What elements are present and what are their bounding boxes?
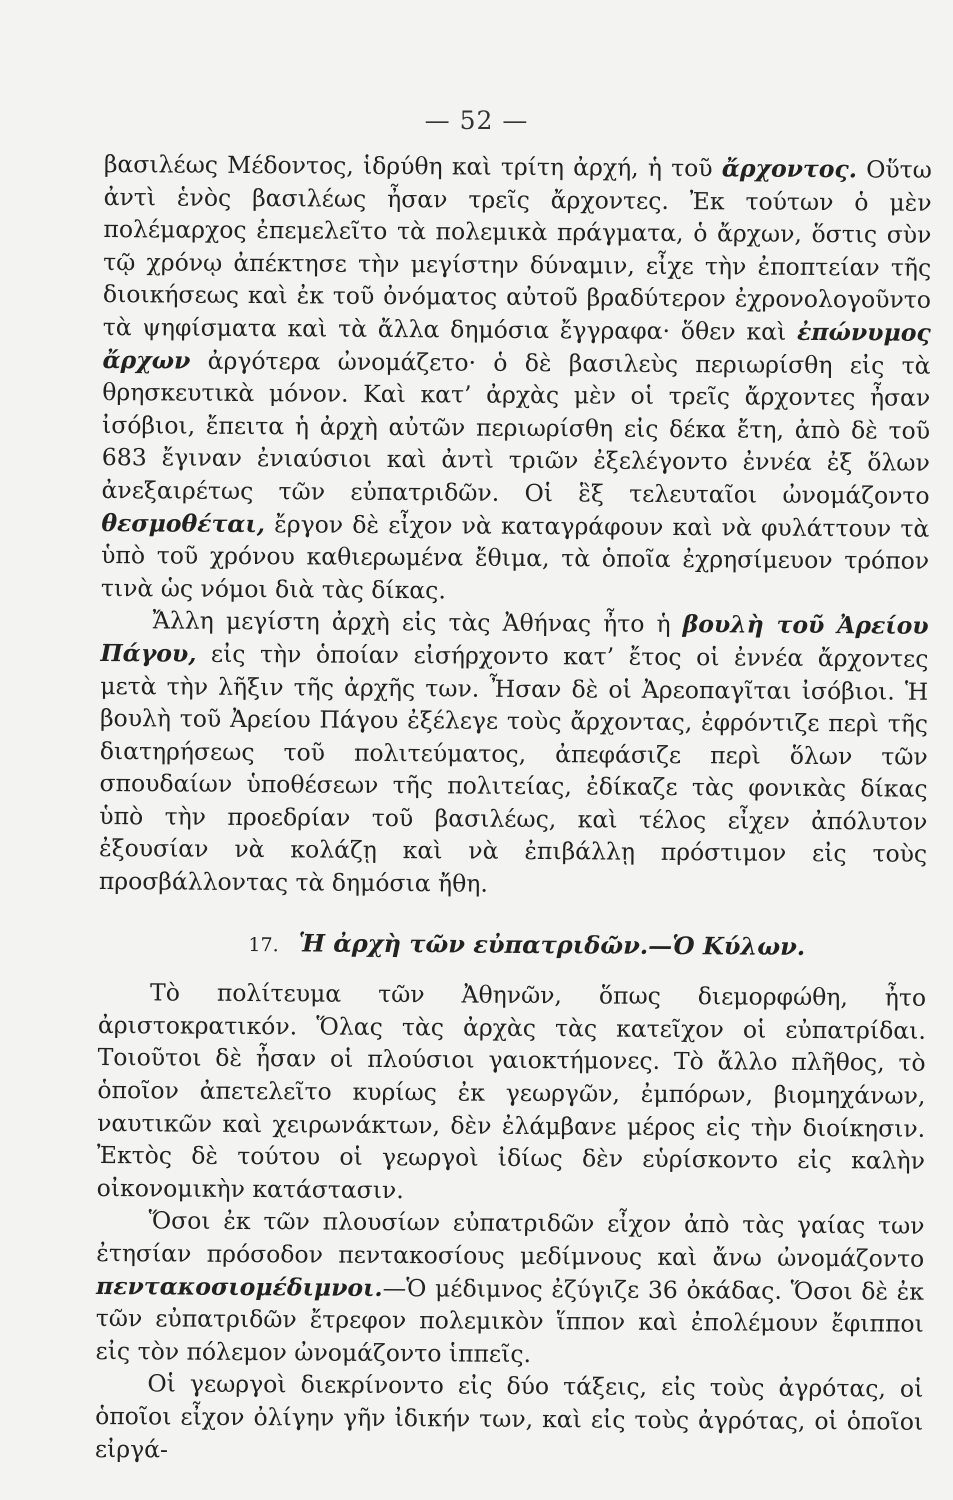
paragraph-2: Ἄλλη μεγίστη ἀρχὴ εἰς τὰς Ἀθήνας ἦτο ἡ βουλὴ τοῦ Ἀρείου Πάγου, εἰς τὴν ὁποίαν εἰσήρχοντο κατ’ ἔτος οἱ ἐννέα ἄρχοντες μετὰ τὴν λῆξιν τῆς ἀρχῆς των. Ἦσαν δὲ οἱ Ἀρεοπαγῖται ἰσόβιοι. Ἡ βουλὴ τοῦ Ἀρείου Πάγου ἐξέλεγε τοὺς ἄρχοντας, ἐφρόντιζε περὶ τῆς διατηρήσεως τοῦ πολιτεύματος, ἀπεφάσιζε περὶ ὅλων τῶν σπουδαίων ὑποθέσεων τῆς πολιτείας, ἐδίκαζε τὰς φονικὰς δίκας ὑπὸ τὴν προεδρίαν τοῦ βασιλέως, καὶ τέλος εἶχεν ἀπόλυτον ἐξουσίαν νὰ κολάζῃ καὶ νὰ ἐπιβάλλῃ πρόστιμον εἰς τοὺς προσβάλλοντας τὰ δημόσια ἤθη. — [98, 606, 929, 898]
page-body — [95, 148, 932, 1471]
term-pentakosiomedimnoi: πεντακοσιομέδιμνοι. — [95, 1271, 383, 1302]
section-title: Ἡ ἀρχὴ τῶν εὐπατριδῶν.—Ὁ Κύλων. — [298, 928, 806, 961]
term-areopagus: βουλὴ τοῦ Ἀρείου Πάγου, — [100, 610, 929, 668]
paragraph-3: Τὸ πολίτευμα τῶν Ἀθηνῶν, ὅπως διεμορφώθη, ἦτο ἀριστοκρατικόν. Ὅλας τὰς ἀρχὰς τὰς κατεῖχον οἱ εὐπατρίδαι. Τοιοῦτοι δὲ ἦσαν οἱ πλούσιοι γαιοκτήμονες. Τὸ ἄλλο πλῆθος, τὸ ὁποῖον ἀπετελεῖτο κυρίως ἐκ γεωργῶν, ἐμπόρων, βιομηχάνων, ναυτικῶν καὶ χειρωνάκτων, δὲν ἐλάμβανε μέρος εἰς τὴν διοίκησιν. Ἐκτὸς δὲ τούτου οἱ γεωργοὶ ἰδίως δὲν εὑρίσκοντο εἰς καλὴν οἰκονομικὴν κατάστασιν. — [96, 978, 927, 1204]
paragraph-4: Ὅσοι ἐκ τῶν πλουσίων εὐπατριδῶν εἶχον ἀπὸ τὰς γαίας των ἐτησίαν πρόσοδον πεντακοσίους μεδίμνους καὶ ἄνω ὠνομάζοντο πεντακοσιομέδιμνοι.—Ὁ μέδιμνος ἐζύγιζε 36 ὀκάδας. Ὅσοι δὲ ἐκ τῶν εὐπατριδῶν ἔτρεφον πολεμικὸν ἵππον καὶ ἐπολέμουν ἔφιπποι εἰς τὸν πόλεμον ὠνομάζοντο ἱππεῖς. — [95, 1206, 925, 1368]
section-number: 17. — [248, 933, 279, 956]
page-number: — 52 — — [424, 106, 529, 135]
term-eponymous-archon: ἐπώνυμος ἄρχων — [102, 317, 931, 375]
section-heading — [248, 927, 926, 966]
paragraph-1: βασιλέως Μέδοντος, ἱδρύθη καὶ τρίτη ἀρχή, ἡ τοῦ ἄρχοντος. Οὕτω ἀντὶ ἑνὸς βασιλέως ἦσαν τρεῖς ἄρχοντες. Ἐκ τούτων ὁ μὲν πολέμαρχος ἐπεμελεῖτο τὰ πολεμικὰ πράγματα, ὁ ἄρχων, ὅστις σὺν τῷ χρόνῳ ἀπέκτησε τὴν μεγίστην δύναμιν, εἶχε τὴν ἐποπτείαν τῆς διοικήσεως καὶ ἐκ τοῦ ὀνόματος αὐτοῦ βραδύτερον ἐχρονολογοῦντο τὰ ψηφίσματα καὶ τὰ ἄλλα δημόσια ἔγγραφα· ὅθεν καὶ ἐπώνυμος ἄρχων ἀργότερα ὠνομάζετο· ὁ δὲ βασιλεὺς περιωρίσθη εἰς τὰ θρησκευτικὰ μόνον. Καὶ κατ’ ἀρχὰς μὲν οἱ τρεῖς ἄρχοντες ἦσαν ἰσόβιοι, ἔπειτα ἡ ἀρχὴ αὐτῶν περιωρίσθη εἰς δέκα ἔτη, ἀπὸ δὲ τοῦ 683 ἔγιναν ἐνιαύσιοι καὶ ἀντὶ τριῶν ἐξελέγοντο ἐννέα ἐξ ὅλων ἀνεξαιρέτως τῶν εὐπατριδῶν. Οἱ ἓξ τελευταῖοι ὠνομάζοντο θεσμοθέται, ἔργον δὲ εἶχον νὰ καταγράφουν καὶ νὰ φυλάττουν τὰ ὑπὸ τοῦ χρόνου καθιερωμένα ἔθιμα, τὰ ὁποῖα ἐχρησίμευον τρόπον τινὰ ὡς νόμοι διὰ τὰς δίκας. — [100, 149, 932, 605]
term-thesmothetai: θεσμοθέται, — [101, 508, 266, 538]
term-archon: ἄρχοντος. — [721, 154, 858, 184]
paragraph-5: Οἱ γεωργοὶ διεκρίνοντο εἰς δύο τάξεις, εἰς τοὺς ἀγρότας, οἱ ὁποῖοι εἶχον ὀλίγην γῆν ἰδικήν των, καὶ εἰς τοὺς ἀγρότας, οἱ ὁποῖοι εἰργά- — [94, 1369, 924, 1464]
